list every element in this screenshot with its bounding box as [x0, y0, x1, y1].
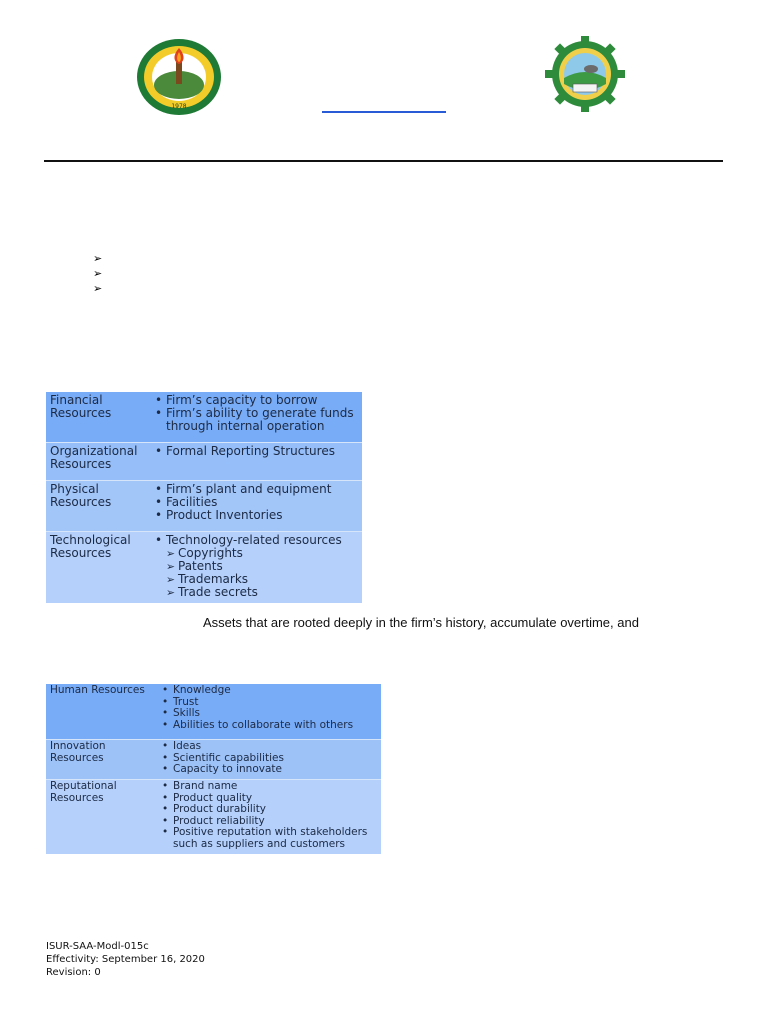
- revision-number: Revision: 0: [46, 967, 101, 978]
- resource-item: • Product Inventories: [166, 509, 358, 522]
- resource-subitem: ➢ Trade secrets: [166, 586, 358, 599]
- resource-item: • Product quality: [173, 793, 378, 805]
- form-code: ISUR-SAA-Modl-015c: [46, 941, 149, 952]
- header-divider: [44, 160, 723, 162]
- table-row: [46, 780, 381, 854]
- bullet-marker: ➢: [93, 267, 103, 280]
- resource-subitem: ➢ Trademarks: [166, 573, 358, 586]
- university-seal-logo: [136, 38, 222, 116]
- resource-item: • Brand name: [173, 781, 378, 793]
- resource-category: Organizational Resources: [46, 443, 150, 481]
- table-row: [46, 532, 362, 604]
- resource-category: Financial Resources: [46, 392, 150, 443]
- table-row: [46, 481, 362, 532]
- resource-category: Human Resources: [46, 684, 151, 740]
- resource-category: Innovation Resources: [46, 740, 151, 780]
- resource-item: • Positive reputation with stakeholders such as suppliers and customers: [173, 827, 378, 850]
- effectivity-date: Effectivity: September 16, 2020: [46, 954, 205, 965]
- resource-item: • Technology-related resources: [166, 534, 358, 547]
- resource-item: • Product durability: [173, 804, 378, 816]
- bullet-marker: ➢: [93, 252, 103, 265]
- resource-item: • Ideas: [173, 741, 378, 753]
- college-seal: [543, 36, 627, 112]
- table-row: [46, 392, 362, 443]
- table-row: [46, 443, 362, 481]
- body-paragraph: Assets that are rooted deeply in the firm’s history, accumulate overtime, and: [203, 615, 639, 630]
- bullet-marker: ➢: [93, 282, 103, 295]
- table-row: [46, 684, 381, 740]
- resource-category: Reputational Resources: [46, 780, 151, 854]
- seal-year: 1978: [171, 103, 187, 110]
- resource-item: • Facilities: [166, 496, 358, 509]
- resource-item: • Trust: [173, 697, 378, 709]
- resource-category: Physical Resources: [46, 481, 150, 532]
- resource-item: • Capacity to innovate: [173, 764, 378, 776]
- resource-item: • Skills: [173, 708, 378, 720]
- bullet-list: [93, 251, 102, 296]
- resource-item: • Firm’s plant and equipment: [166, 483, 358, 496]
- resource-item: • Firm’s capacity to borrow: [166, 394, 358, 407]
- table-row: [46, 740, 381, 780]
- intangible-resources-table: [46, 684, 381, 854]
- resource-subitem: ➢ Copyrights: [166, 547, 358, 560]
- resource-item: • Formal Reporting Structures: [166, 445, 358, 458]
- resource-subitem: ➢ Patents: [166, 560, 358, 573]
- resource-item: • Scientific capabilities: [173, 753, 378, 765]
- isabela-state-university-seal: [136, 38, 222, 116]
- resource-item: • Firm’s ability to generate funds through internal operation: [166, 407, 358, 433]
- resource-item: • Abilities to collaborate with others: [173, 720, 378, 732]
- resource-category: Technological Resources: [46, 532, 150, 604]
- resource-item: • Product reliability: [173, 816, 378, 828]
- college-seal-logo: [543, 36, 627, 112]
- document-footer: [46, 940, 205, 979]
- header-hyperlink-underline[interactable]: [322, 111, 446, 113]
- resource-item: • Knowledge: [173, 685, 378, 697]
- tangible-resources-table: [46, 392, 362, 603]
